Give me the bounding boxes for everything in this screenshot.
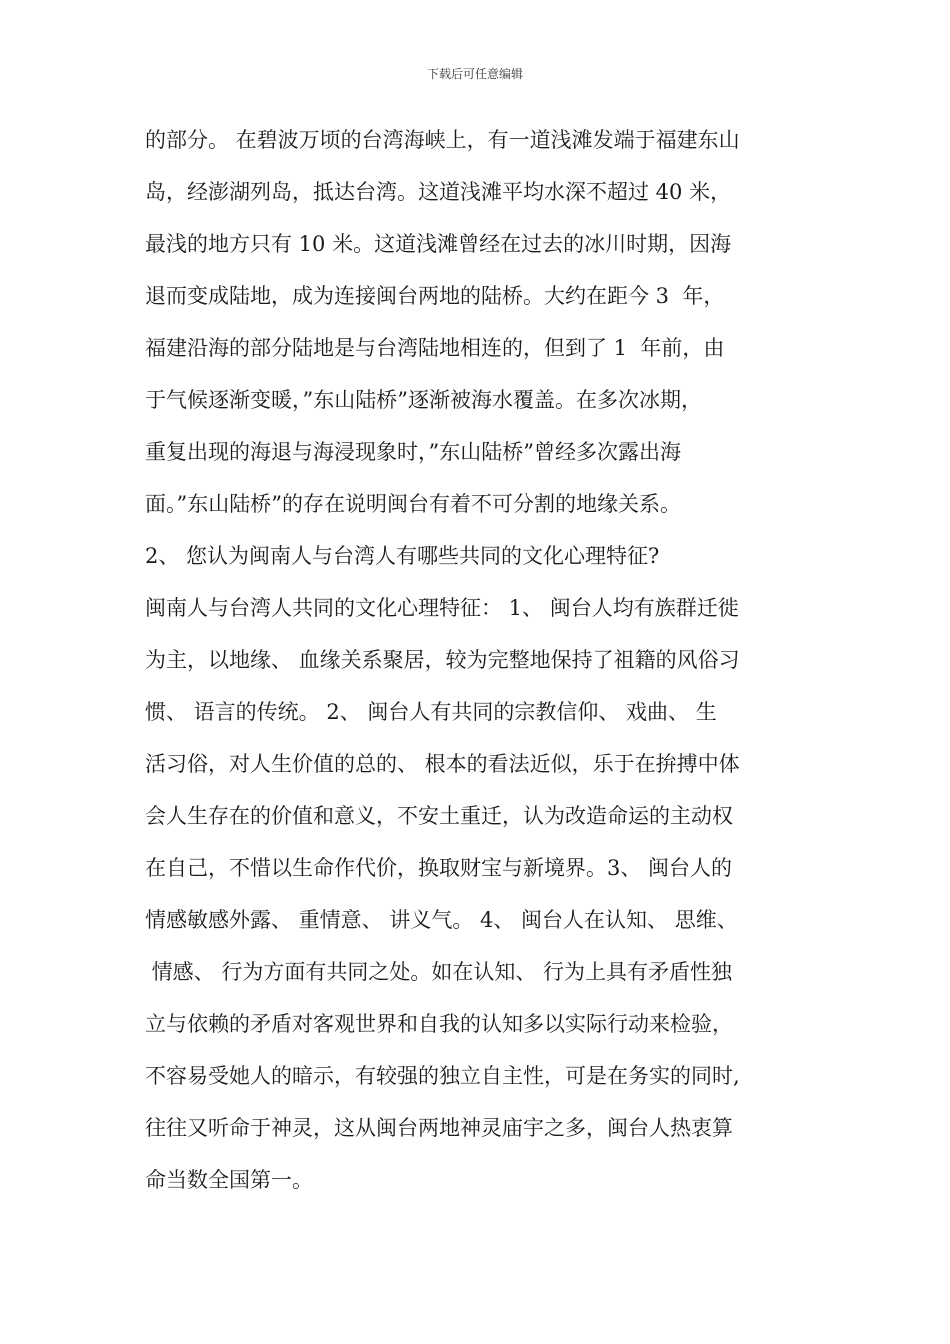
text-line: 退而变成陆地，成为连接闽台两地的陆桥。大约在距今 3 年， [145, 284, 725, 308]
text-line: 活习俗，对人生价值的总的、 根本的看法近似，乐于在拚搏中体 [145, 752, 740, 776]
page-header: 下载后可任意编辑 [426, 67, 523, 81]
document-body [145, 114, 825, 1206]
text-line: 在自己，不惜以生命作代价，换取财宝与新境界。3、 闽台人的 [145, 856, 733, 880]
text-line: 的部分。 在碧波万顷的台湾海峡上，有一道浅滩发端于福建东山 [145, 128, 740, 152]
text-line: 最浅的地方只有 10 米。这道浅滩曾经在过去的冰川时期，因海 [145, 232, 732, 256]
text-line: 命当数全国第一。 [145, 1168, 313, 1192]
text-line: 面。”东山陆桥”的存在说明闽台有着不可分割的地缘关系。 [145, 492, 681, 516]
text-line: 重复出现的海退与海浸现象时，”东山陆桥”曾经多次露出海 [145, 440, 681, 464]
text-line: 情感敏感外露、 重情意、 讲义气。 4、 闽台人在认知、 思维、 [145, 908, 738, 932]
text-line: 惯、 语言的传统。 2、 闽台人有共同的宗教信仰、 戏曲、 生 [145, 700, 717, 724]
text-line: 立与依赖的矛盾对客观世界和自我的认知多以实际行动来检验， [145, 1012, 733, 1036]
text-line: 往往又听命于神灵，这从闽台两地神灵庙宇之多，闽台人热衷算 [145, 1116, 733, 1140]
text-line: 闽南人与台湾人共同的文化心理特征： 1、 闽台人均有族群迁徙 [145, 596, 739, 620]
text-line: 不容易受她人的暗示，有较强的独立自主性，可是在务实的同时, [145, 1064, 740, 1088]
text-line: 会人生存在的价值和意义，不安土重迁，认为改造命运的主动权 [145, 804, 733, 828]
text-line: 情感、 行为方面有共同之处。如在认知、 行为上具有矛盾性独 [145, 960, 733, 984]
question-heading: 2、 您认为闽南人与台湾人有哪些共同的文化心理特征? [145, 544, 660, 568]
text-line: 岛，经澎湖列岛，抵达台湾。这道浅滩平均水深不超过 40 米， [145, 180, 732, 204]
text-line: 福建沿海的部分陆地是与台湾陆地相连的，但到了 1 年前，由 [145, 336, 725, 360]
text-line: 为主，以地缘、 血缘关系聚居，较为完整地保持了祖籍的风俗习 [145, 648, 740, 672]
text-line: 于气候逐渐变暖，”东山陆桥”逐渐被海水覆盖。在多次冰期， [145, 388, 702, 412]
